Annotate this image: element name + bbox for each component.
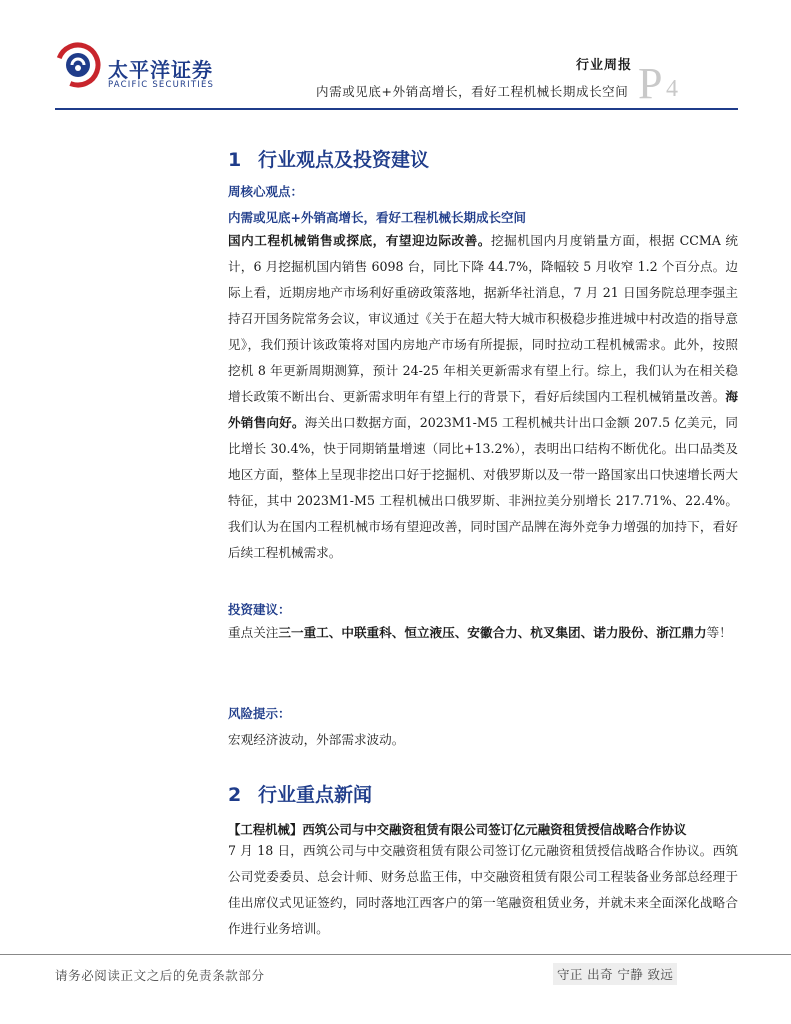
investment-companies: 三一重工、中联重科、恒立液压、安徽合力、杭叉集团、诺力股份、浙江鼎力 bbox=[278, 625, 707, 640]
risk-warning-text: 宏观经济波动，外部需求波动。 bbox=[228, 732, 405, 747]
overseas-sales-lead: 海外销售向好。 bbox=[228, 389, 738, 430]
section-1-number: 1 bbox=[228, 149, 242, 171]
core-view-paragraph bbox=[228, 228, 738, 566]
header-divider bbox=[55, 108, 738, 110]
domestic-sales-text: 挖掘机国内月度销量方面，根据 CCMA 统计，6 月挖掘机国内销售 6098 台，同比下降 44.7%，降幅较 5 月收窄 1.2 个百分点。边际上看，近期房地产市场利好重磅政策落地，据新华社消息，7 月 21 日国务院总理李强主持召开国务院常务会议，审议通过《关于在超大特大城市积极稳步推进城中村改造的指导意见》，我们预计该政策将对国内房地产市场有所提振，同时拉动工程机械需求。此外，按照挖机 8 年更新周期测算，预计 24-25 年相关更新需求有望上行。综上，我们认为在相关稳增长政策不断出台、更新需求明年有望上行的背景下，看好后续国内工程机械销量改善。 bbox=[228, 233, 738, 404]
footer-divider bbox=[0, 954, 791, 955]
footer-slogan: 守正 出奇 宁静 致远 bbox=[553, 963, 677, 985]
domestic-sales-lead: 国内工程机械销售或探底，有望迎边际改善。 bbox=[228, 233, 491, 248]
report-subtitle: 内需或见底+外销高增长，看好工程机械长期成长空间 bbox=[316, 84, 629, 99]
section-1-title: 行业观点及投资建议 bbox=[258, 149, 430, 171]
pacific-securities-logo-icon bbox=[55, 42, 101, 88]
section-2-heading bbox=[228, 780, 372, 807]
report-type: 行业周报 bbox=[576, 58, 633, 73]
section-2-number: 2 bbox=[228, 784, 242, 806]
core-view-headline: 内需或见底+外销高增长，看好工程机械长期成长空间 bbox=[228, 210, 526, 225]
page-number: 4 bbox=[666, 76, 678, 102]
investment-suffix: 等！ bbox=[706, 625, 732, 640]
core-view-label: 周核心观点： bbox=[228, 184, 304, 199]
investment-prefix: 重点关注 bbox=[228, 625, 279, 640]
risk-warning-label: 风险提示： bbox=[228, 706, 291, 721]
brand-name-cn: 太平洋证券 bbox=[108, 58, 213, 82]
investment-advice-label: 投资建议： bbox=[228, 602, 291, 617]
page-header bbox=[0, 0, 791, 110]
investment-advice-text bbox=[228, 620, 738, 646]
news-item-body: 7 月 18 日，西筑公司与中交融资租赁有限公司签订亿元融资租赁授信战略合作协议。西筑公司党委委员、总会计师、财务总监王伟，中交融资租赁有限公司工程装备业务部总经理于佳出席仪式见证签约，同时落地江西客户的第一笔融资租赁业务，并就未来全面深化战略合作进行业务培训。 bbox=[228, 843, 738, 936]
section-2-title: 行业重点新闻 bbox=[258, 784, 373, 806]
section-1-heading bbox=[228, 145, 429, 172]
overseas-sales-text: 海关出口数据方面，2023M1-M5 工程机械共计出口金额 207.5 亿美元，同比增长 30.4%，快于同期销量增速（同比+13.2%），表明出口结构不断优化。出口品类及地区方面，整体上呈现非挖出口好于挖掘机、对俄罗斯以及一带一路国家出口快速增长两大特征，其中 2023M1-M5 工程机械出口俄罗斯、非洲拉美分别增长 217.71%、22.4%。我们认为在国内工程机械市场有望迎改善，同时国产品牌在海外竞争力增强的加持下，看好后续工程机械需求。 bbox=[228, 415, 738, 560]
brand-name-en: PACIFIC SECURITIES bbox=[108, 80, 215, 90]
news-item-title: 【工程机械】西筑公司与中交融资租赁有限公司签订亿元融资租赁授信战略合作协议 bbox=[228, 822, 687, 837]
footer-disclaimer: 请务必阅读正文之后的免责条款部分 bbox=[55, 968, 265, 983]
page-letter: P bbox=[638, 59, 663, 108]
